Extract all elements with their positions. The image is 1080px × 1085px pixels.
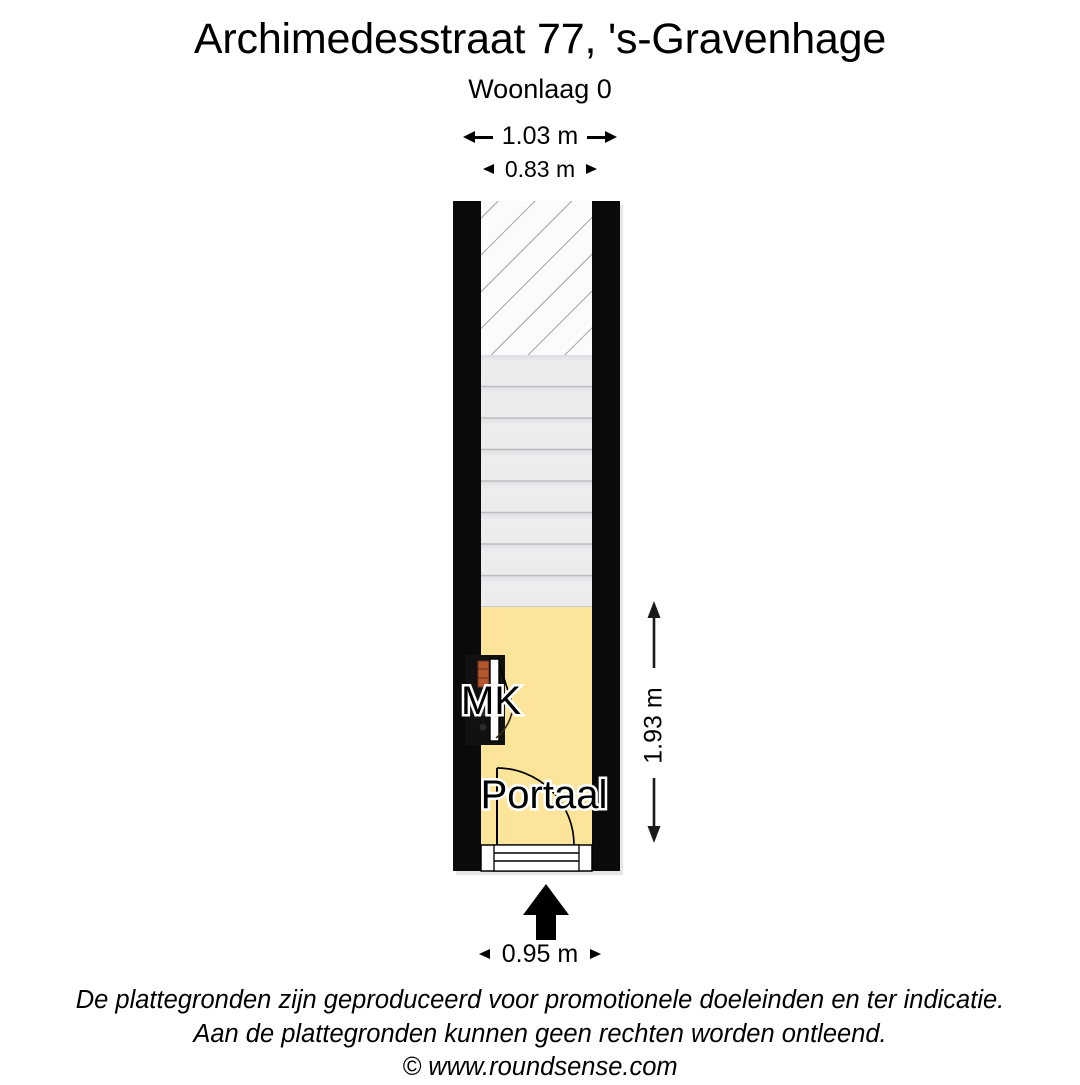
dimension-bottom [0, 942, 1080, 967]
footer-line-2: Aan de plattegronden kunnen geen rechten worden ontleend. [193, 1019, 887, 1048]
dimension-right-vertical-label: 1.93 m [639, 687, 668, 764]
room-label-portaal [481, 773, 608, 817]
footer-copyright: © www.roundsense.com [402, 1053, 678, 1082]
page-title: Archimedesstraat 77, 's-Gravenhage [193, 15, 887, 63]
dimension-top-inner-label: 0.83 m [504, 156, 576, 182]
footer-disclaimer [0, 984, 1080, 1085]
stair-treads [481, 355, 592, 607]
dimension-right-vertical-label-wrap [621, 668, 687, 778]
arrow-left-icon [479, 949, 493, 960]
room-label-mk [461, 679, 521, 723]
void-area-hatch [481, 201, 592, 355]
svg-text:MK: MK [461, 679, 521, 723]
dimension-top-outer-label: 1.03 m [501, 122, 579, 150]
entrance-arrow-icon [523, 884, 569, 940]
svg-text:Portaal: Portaal [480, 773, 608, 817]
page-subtitle: Woonlaag 0 [468, 74, 612, 104]
arrow-right-icon [587, 949, 601, 960]
footer-line-1: De plattegronden zijn geproduceerd voor promotionele doeleinden en ter indicatie. [75, 986, 1005, 1014]
dimension-bottom-label: 0.95 m [501, 940, 579, 968]
front-door [481, 845, 592, 871]
